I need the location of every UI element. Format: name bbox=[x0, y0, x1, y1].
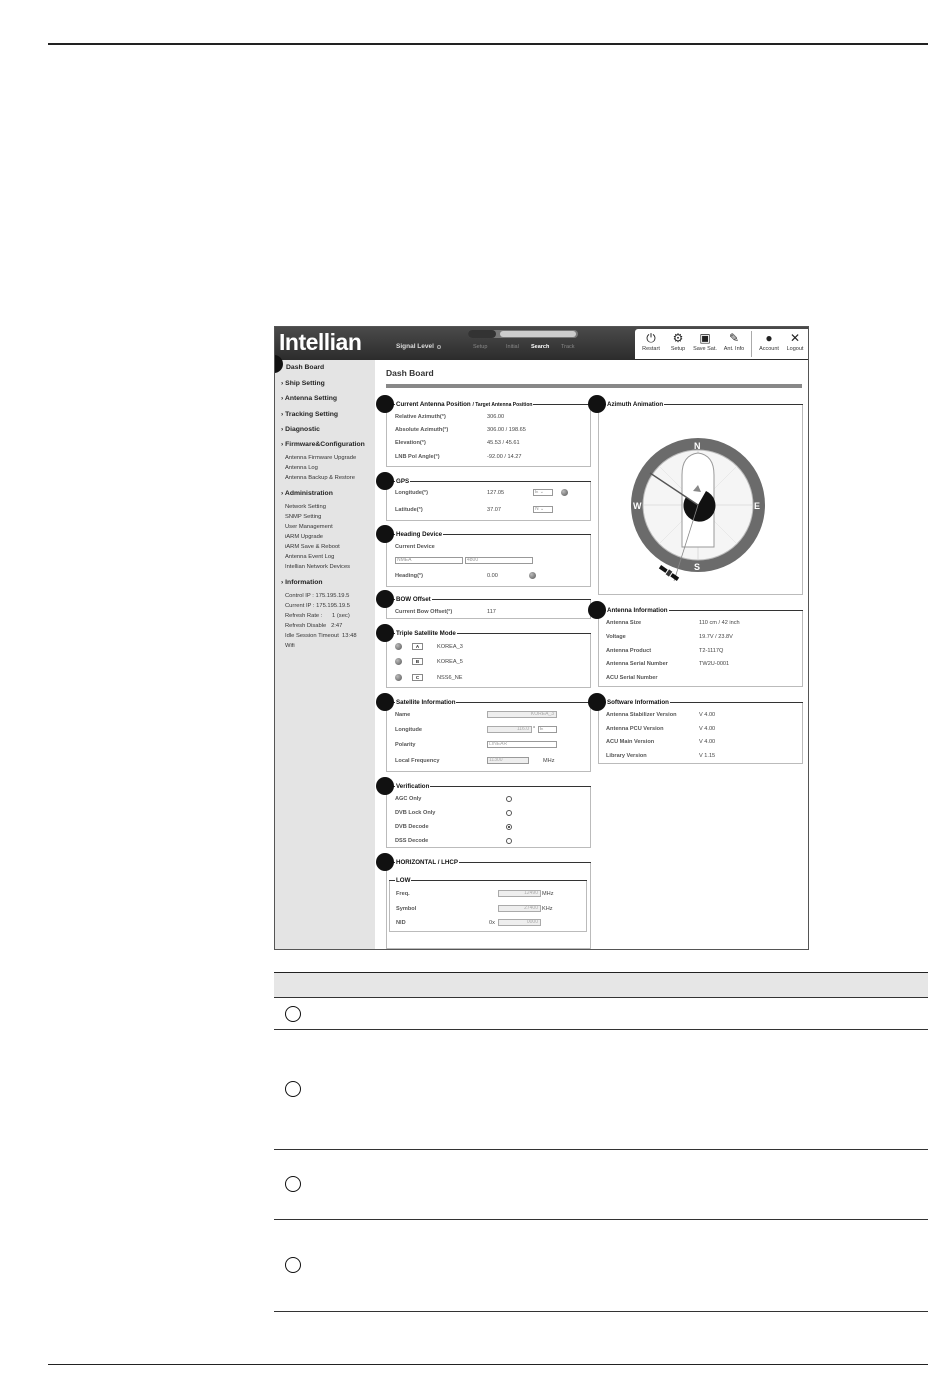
callout-marker bbox=[376, 472, 394, 490]
verif-dvb-lock-label: DVB Lock Only bbox=[395, 810, 436, 816]
low-title: LOW bbox=[396, 877, 411, 884]
sidebar-subitem[interactable]: iARM Upgrade bbox=[285, 534, 324, 540]
ant-info-label: Antenna Serial Number bbox=[606, 661, 668, 667]
chevron-right-icon: › bbox=[281, 380, 284, 387]
row-value: -92.00 / 14.27 bbox=[487, 454, 522, 460]
verification-title: Verification bbox=[396, 783, 430, 790]
gps-latitude-label: Latitude(°) bbox=[395, 507, 423, 513]
gps-longitude-dir-select[interactable]: E ⌄ bbox=[533, 489, 553, 496]
sidebar-subitem[interactable]: SNMP Setting bbox=[285, 514, 322, 520]
callout-marker bbox=[588, 601, 606, 619]
save-sat-button[interactable]: ▣ Save Sat. bbox=[691, 331, 719, 352]
verif-agc-label: AGC Only bbox=[395, 796, 422, 802]
heading-title: Heading Device bbox=[396, 531, 443, 538]
signal-indicator bbox=[437, 345, 441, 349]
callout-marker bbox=[376, 590, 394, 608]
compass-east: E bbox=[754, 501, 761, 511]
power-icon: ⏻ bbox=[646, 331, 656, 345]
sat-name-input[interactable]: KOREA_3 bbox=[487, 711, 557, 718]
sidebar bbox=[275, 360, 375, 950]
freq-unit: MHz bbox=[542, 891, 554, 897]
callout-marker bbox=[588, 693, 606, 711]
bow-value: 117 bbox=[487, 609, 496, 615]
top-bar bbox=[275, 327, 808, 360]
callout-marker bbox=[376, 777, 394, 795]
sat-b-button[interactable]: B bbox=[412, 658, 423, 665]
sat-longitude-input[interactable]: 116.0 bbox=[487, 726, 532, 733]
info-idle-timeout: Idle Session Timeout 13:48 bbox=[285, 633, 357, 639]
sidebar-item-ship-setting[interactable]: › Ship Setting bbox=[281, 380, 325, 387]
gps-latitude-value: 37.07 bbox=[487, 507, 501, 513]
row-label: LNB Pol Angle(°) bbox=[395, 454, 440, 460]
sw-info-label: Antenna PCU Version bbox=[606, 726, 664, 732]
compass-south: S bbox=[694, 562, 701, 572]
table-rule bbox=[274, 1029, 928, 1030]
sat-b-led bbox=[395, 658, 402, 665]
sat-longitude-dir-select[interactable]: E bbox=[538, 726, 557, 733]
sat-c-name: NSS6_NE bbox=[437, 675, 463, 681]
gps-panel bbox=[386, 481, 591, 521]
software-info-title: Software Information bbox=[607, 699, 669, 706]
callout-marker bbox=[376, 395, 394, 413]
freq-label: Freq. bbox=[396, 891, 410, 897]
callout-marker bbox=[376, 525, 394, 543]
ant-info-label: Antenna Size bbox=[606, 620, 642, 626]
table-rule bbox=[274, 997, 928, 998]
table-rule bbox=[274, 1219, 928, 1220]
triple-sat-title: Triple Satellite Mode bbox=[396, 630, 456, 637]
row-value: 306.00 bbox=[487, 414, 505, 420]
panel-rule bbox=[386, 481, 591, 482]
heading-value: 0.00 bbox=[487, 573, 498, 579]
row-label: Absolute Azimuth(°) bbox=[395, 427, 449, 433]
callout-circle bbox=[285, 1176, 301, 1192]
ant-info-value: 19.7V / 23.8V bbox=[699, 634, 733, 640]
chevron-down-icon: ⌄ bbox=[540, 506, 545, 512]
sidebar-subitem[interactable]: Intellian Network Devices bbox=[285, 564, 351, 570]
verif-dvb-lock-radio[interactable] bbox=[506, 810, 512, 816]
sidebar-item-information[interactable]: › Information bbox=[281, 579, 323, 586]
mode-track bbox=[500, 331, 576, 337]
info-control-ip: Control IP : 175.195.19.5 bbox=[285, 593, 350, 599]
chevron-down-icon: ⌄ bbox=[539, 489, 544, 495]
gear-icon: ⚙ bbox=[672, 331, 684, 345]
mode-setup: Setup bbox=[473, 344, 488, 350]
compass-north: N bbox=[694, 441, 701, 451]
verif-agc-radio[interactable] bbox=[506, 796, 512, 802]
sat-name-label: Name bbox=[395, 712, 411, 718]
degree-unit: ° bbox=[533, 726, 536, 732]
chevron-right-icon: › bbox=[281, 411, 284, 418]
heading-status-led bbox=[529, 572, 536, 579]
ant-info-value: TW2U-0001 bbox=[699, 661, 730, 667]
ant-info-label: Antenna Product bbox=[606, 648, 652, 654]
nid-label: NID bbox=[396, 920, 406, 926]
gps-title: GPS bbox=[396, 478, 410, 485]
sw-info-value: V 4.00 bbox=[699, 726, 716, 732]
intellian-logo: Intellian bbox=[279, 329, 362, 355]
table-rule bbox=[274, 1311, 928, 1312]
callout-circle bbox=[285, 1081, 301, 1097]
chevron-right-icon: › bbox=[281, 441, 284, 448]
sidebar-item-antenna-setting[interactable]: › Antenna Setting bbox=[281, 395, 338, 402]
signal-level-label: Signal Level bbox=[396, 343, 434, 350]
sat-c-led bbox=[395, 674, 402, 681]
sat-a-button[interactable]: A bbox=[412, 643, 423, 650]
mode-search: Search bbox=[531, 344, 550, 350]
symbol-unit: KHz bbox=[542, 906, 553, 912]
ant-info-label: Voltage bbox=[606, 634, 626, 640]
info-current-ip: Current IP : 175.195.19.5 bbox=[285, 603, 350, 609]
sat-longitude-label: Longitude bbox=[395, 727, 423, 733]
row-value: 306.00 / 198.65 bbox=[487, 427, 526, 433]
callout-marker bbox=[376, 853, 394, 871]
verif-dss-radio[interactable] bbox=[506, 838, 512, 844]
info-refresh-disable[interactable]: Refresh Disable 2:47 bbox=[285, 623, 343, 629]
horizontal-title: HORIZONTAL / LHCP bbox=[396, 859, 458, 866]
chevron-right-icon: › bbox=[281, 426, 284, 433]
ant-info-value: T2-1117Q bbox=[699, 648, 724, 654]
sidebar-subitem[interactable]: User Management bbox=[285, 524, 333, 530]
antenna-info-title: Antenna Information bbox=[607, 607, 668, 614]
row-label: Elevation(°) bbox=[395, 440, 426, 446]
symbol-label: Symbol bbox=[396, 906, 417, 912]
row-label: Relative Azimuth(°) bbox=[395, 414, 446, 420]
dashboard-screenshot bbox=[274, 326, 809, 950]
sat-a-name: KOREA_3 bbox=[437, 644, 463, 650]
sat-b-name: KOREA_5 bbox=[437, 659, 463, 665]
baud-rate-select[interactable]: 4800 bbox=[465, 557, 533, 564]
freq-input[interactable]: 12490 bbox=[498, 890, 541, 897]
local-frequency-unit: MHz bbox=[543, 758, 555, 764]
mode-initial: Initial bbox=[506, 344, 519, 350]
ant-info-label: ACU Serial Number bbox=[606, 675, 658, 681]
sw-info-value: V 1.15 bbox=[699, 753, 716, 759]
nid-input[interactable]: 0000 bbox=[498, 919, 541, 926]
verif-dvb-decode-label: DVB Decode bbox=[395, 824, 429, 830]
sw-info-value: V 4.00 bbox=[699, 712, 716, 718]
sidebar-item-diagnostic[interactable]: › Diagnostic bbox=[281, 426, 320, 433]
header-rule bbox=[48, 43, 928, 45]
current-device-label: Current Device bbox=[395, 544, 435, 550]
verif-dss-label: DSS Decode bbox=[395, 838, 429, 844]
callout-marker bbox=[376, 624, 394, 642]
footer-rule bbox=[48, 1364, 928, 1365]
chevron-right-icon: › bbox=[281, 579, 284, 586]
sidebar-item-tracking-setting[interactable]: › Tracking Setting bbox=[281, 411, 339, 418]
setup-button[interactable]: ⚙ Setup bbox=[664, 331, 692, 352]
chevron-right-icon: › bbox=[281, 395, 284, 402]
table-header bbox=[274, 973, 928, 997]
sidebar-subitem[interactable]: Antenna Log bbox=[285, 465, 318, 471]
close-icon: ✕ bbox=[789, 331, 801, 345]
page-title: Dash Board bbox=[386, 368, 434, 378]
low-panel bbox=[389, 880, 587, 932]
heading-device-select[interactable]: NMEA bbox=[395, 557, 463, 564]
sidebar-subitem[interactable]: Antenna Backup & Restore bbox=[285, 475, 355, 481]
sw-info-value: V 4.00 bbox=[699, 739, 716, 745]
sidebar-item-firmware[interactable]: › Firmware&Configuration bbox=[281, 441, 365, 448]
user-icon: ● bbox=[765, 331, 773, 345]
satellite-icon bbox=[656, 561, 682, 585]
ant-info-button[interactable]: ✎ Ant. Info bbox=[720, 331, 748, 352]
sat-a-led bbox=[395, 643, 402, 650]
table-rule bbox=[274, 1149, 928, 1150]
sat-polarity-select[interactable]: LINEAR bbox=[487, 741, 557, 748]
toolbar bbox=[635, 329, 808, 359]
restart-button[interactable]: ⏻ Restart bbox=[637, 331, 665, 352]
gps-status-led bbox=[561, 489, 568, 496]
bow-label: Current Bow Offset(°) bbox=[395, 609, 453, 615]
callout-circle bbox=[285, 1006, 301, 1022]
callout-circle bbox=[285, 1257, 301, 1273]
sat-polarity-label: Polarity bbox=[395, 742, 416, 748]
callout-marker bbox=[376, 693, 394, 711]
compass-west: W bbox=[633, 501, 642, 511]
ant-info-value: 110 cm / 42 inch bbox=[699, 620, 740, 626]
satellite-icon: ✎ bbox=[728, 331, 740, 345]
account-button[interactable]: ● Account bbox=[755, 331, 783, 352]
chevron-right-icon: › bbox=[281, 490, 284, 497]
symbol-input[interactable]: 27400 bbox=[498, 905, 541, 912]
sw-info-label: Antenna Stabilizer Version bbox=[606, 712, 677, 718]
sw-info-label: ACU Main Version bbox=[606, 739, 655, 745]
mode-progress bbox=[468, 330, 578, 338]
gps-longitude-label: Longitude(°) bbox=[395, 490, 428, 496]
mode-track: Track bbox=[561, 344, 575, 350]
main-content bbox=[375, 360, 808, 950]
local-frequency-select[interactable]: 11300 bbox=[487, 757, 529, 764]
heading-label: Heading(°) bbox=[395, 573, 424, 579]
save-icon: ▣ bbox=[699, 331, 711, 345]
row-value: 45.53 / 45.61 bbox=[487, 440, 520, 446]
sat-c-button[interactable]: C bbox=[412, 674, 423, 681]
sidebar-item-dashboard[interactable]: Dash Board bbox=[286, 364, 325, 371]
azimuth-compass bbox=[628, 435, 768, 585]
panel-rule bbox=[389, 880, 587, 881]
verif-dvb-decode-radio[interactable] bbox=[506, 824, 512, 830]
nid-prefix: 0x bbox=[489, 920, 495, 926]
sidebar-item-administration[interactable]: › Administration bbox=[281, 490, 333, 497]
antenna-position-title: Current Antenna Position / Target Antenna Position bbox=[396, 401, 533, 408]
sw-info-label: Library Version bbox=[606, 753, 647, 759]
mode-knob bbox=[468, 330, 496, 338]
gps-latitude-dir-select[interactable]: N ⌄ bbox=[533, 506, 553, 513]
toolbar-divider bbox=[751, 331, 752, 357]
local-frequency-label: Local Frequency bbox=[395, 758, 440, 764]
info-refresh-rate: Refresh Rate : 1 (sec) bbox=[285, 613, 350, 619]
logout-button[interactable]: ✕ Logout bbox=[781, 331, 809, 352]
info-wifi: Wifi bbox=[285, 643, 295, 649]
bow-title: BOW Offset bbox=[396, 596, 431, 603]
azimuth-title: Azimuth Animation bbox=[607, 401, 664, 408]
gps-longitude-value: 127.05 bbox=[487, 490, 505, 496]
callout-marker bbox=[588, 395, 606, 413]
sidebar-subitem[interactable]: Antenna Firmware Upgrade bbox=[285, 455, 357, 461]
title-divider bbox=[386, 384, 802, 388]
sidebar-subitem[interactable]: Antenna Event Log bbox=[285, 554, 335, 560]
sidebar-subitem[interactable]: Network Setting bbox=[285, 504, 326, 510]
sidebar-subitem[interactable]: iARM Save & Reboot bbox=[285, 544, 340, 550]
satellite-info-title: Satellite Information bbox=[396, 699, 456, 706]
